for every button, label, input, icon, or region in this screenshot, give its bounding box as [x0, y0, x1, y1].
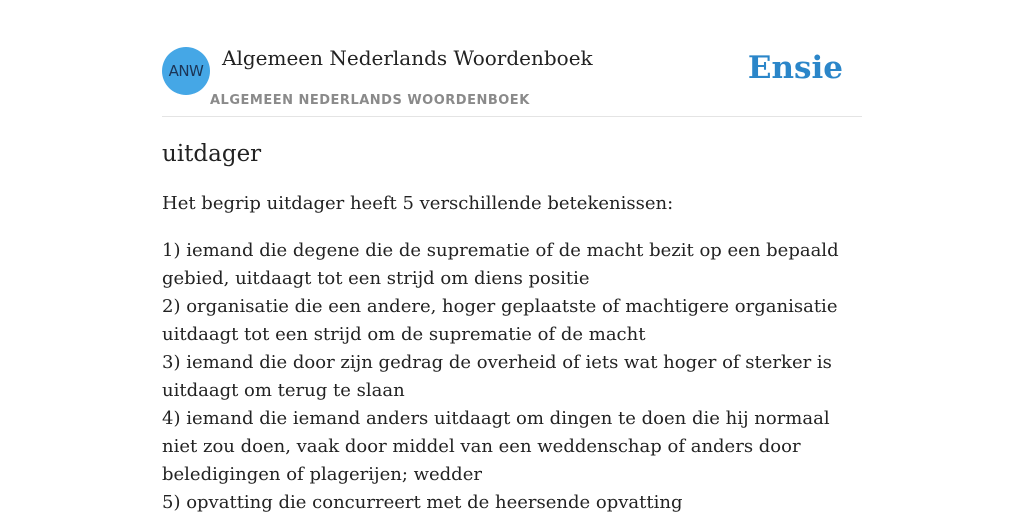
meaning-item: 2) organisatie die een andere, hoger geplaatste of machtigere organisatie uitdaagt tot een strijd om de suprematie of de macht — [162, 296, 838, 345]
entry-intro: Het begrip uitdager heeft 5 verschillende betekenissen: — [162, 193, 674, 214]
meaning-item: 3) iemand die door zijn gedrag de overheid of iets wat hoger of sterker is uitdaagt om terug te slaan — [162, 352, 832, 401]
site-title[interactable]: Algemeen Nederlands Woordenboek — [222, 46, 593, 70]
word-title: uitdager — [162, 141, 262, 167]
ensie-brand-link[interactable]: Ensie — [747, 50, 843, 86]
anw-logo[interactable]: ANW — [162, 47, 210, 95]
meanings-list — [162, 237, 862, 512]
meaning-item: 1) iemand die degene die de suprematie of de macht bezit op een bepaald gebied, uitdaagt tot een strijd om diens positie — [162, 240, 839, 289]
site-subtitle: ALGEMEEN NEDERLANDS WOORDENBOEK — [210, 93, 530, 108]
site-header — [162, 46, 862, 117]
meaning-item: 5) opvatting die concurreert met de heersende opvatting — [162, 492, 683, 512]
meaning-item: 4) iemand die iemand anders uitdaagt om dingen te doen die hij normaal niet zou doen, vaak door middel van een weddenschap of anders door beledigingen of plagerijen; wedder — [162, 408, 830, 485]
entry-content — [162, 136, 862, 512]
